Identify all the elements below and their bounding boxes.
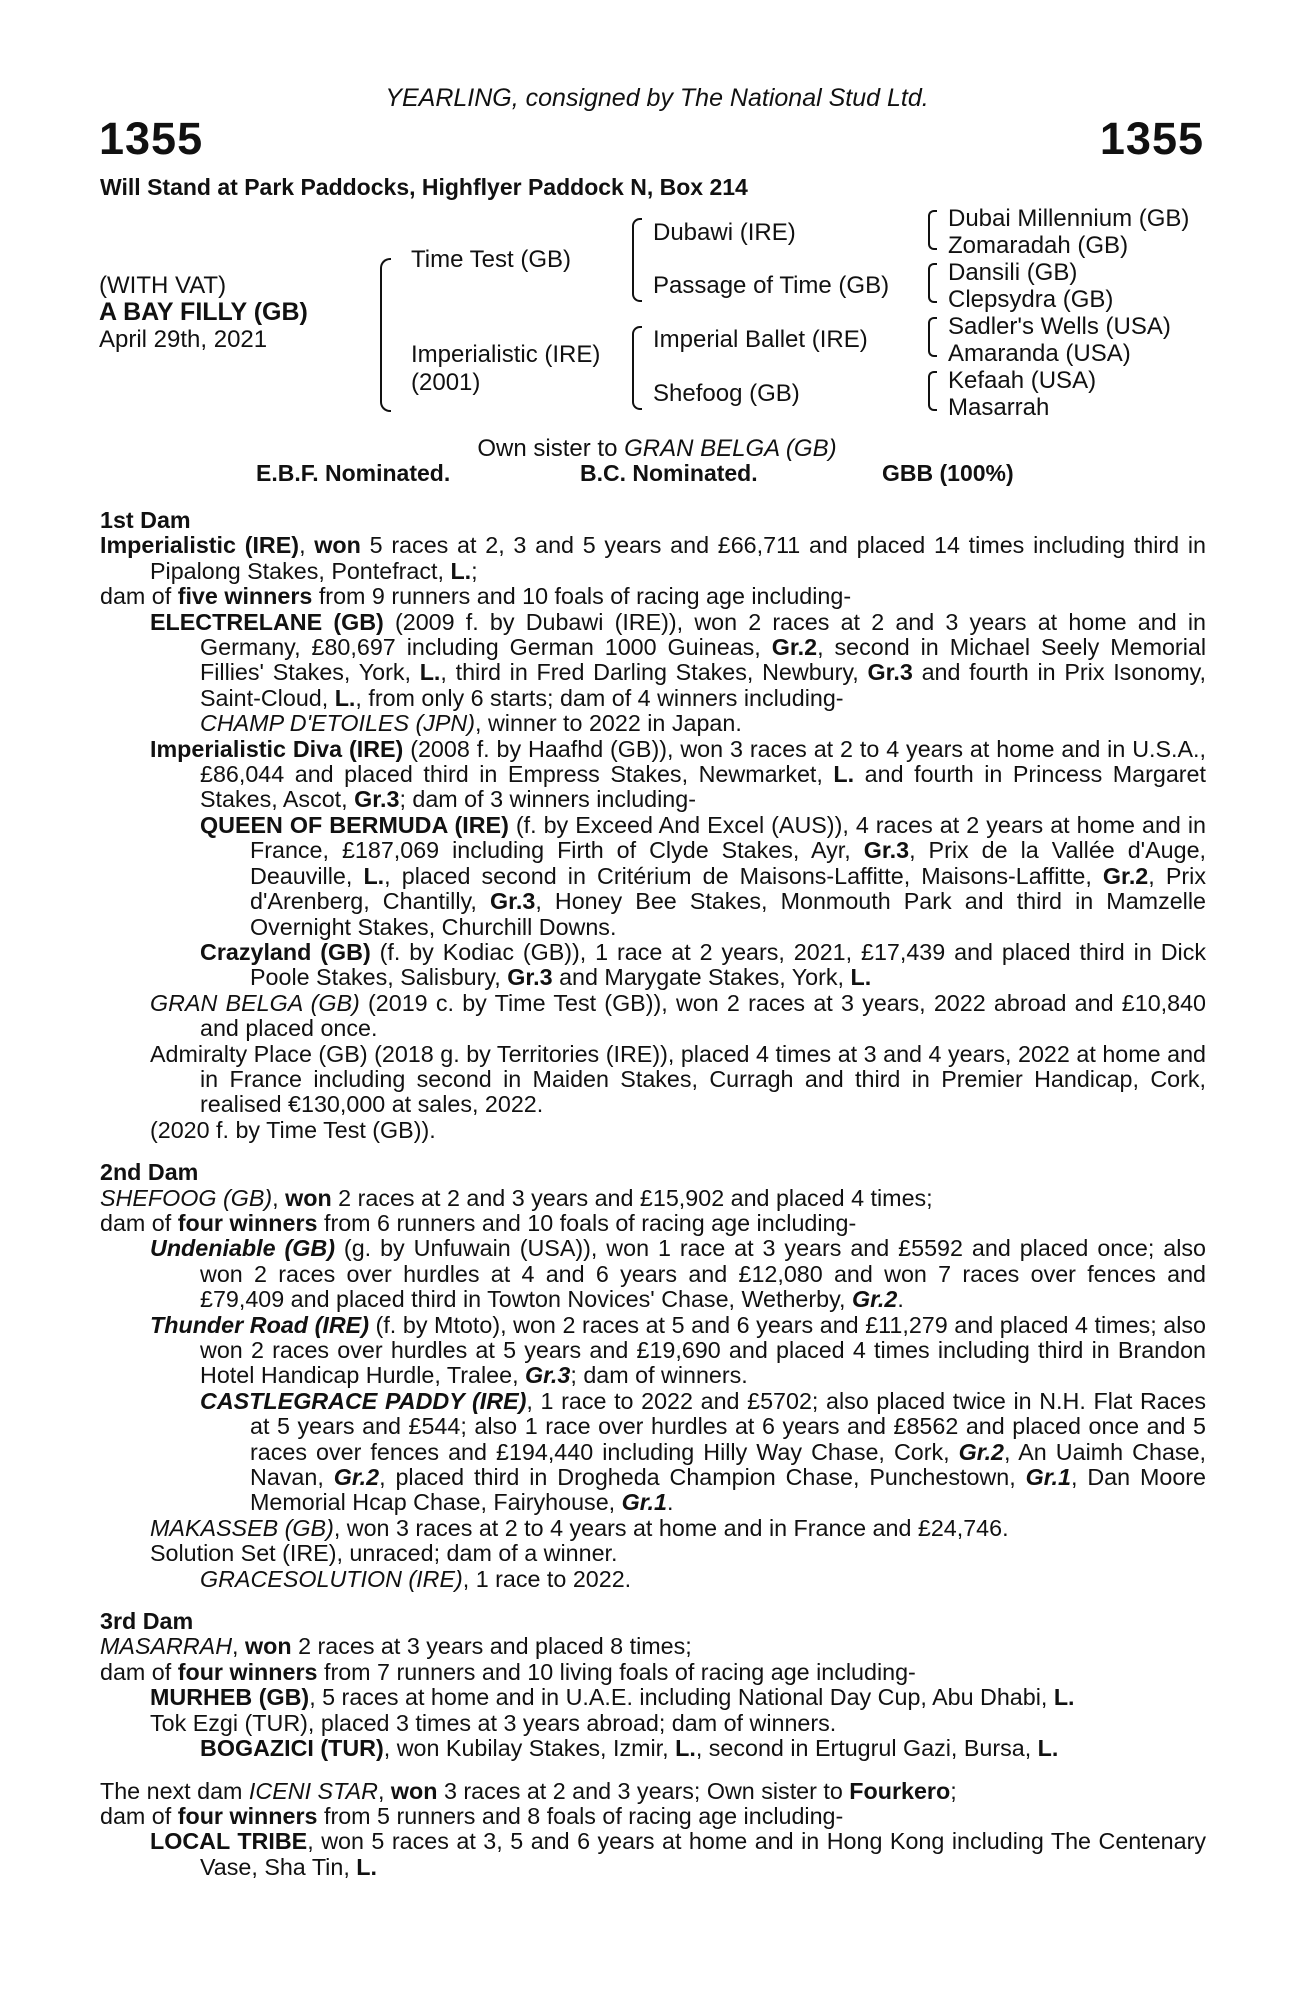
text-run: MURHEB (GB)	[150, 1684, 310, 1711]
text-run: , Dan Moore Memorial Hcap Chase, Fairyhouse,	[250, 1464, 1206, 1516]
pedigree-paragraph	[100, 737, 1206, 813]
pedigree-g5: Sadler's Wells (USA)	[948, 313, 1171, 340]
horse-dob: April 29th, 2021	[99, 326, 268, 353]
text-run: five winners	[177, 583, 313, 610]
text-run: Gr.2	[958, 1438, 1005, 1465]
text-run: , 1 race to 2022.	[462, 1565, 632, 1592]
pedigree-paragraph	[100, 1186, 1206, 1211]
text-run: L.	[334, 684, 356, 711]
pedigree-sire: Time Test (GB)	[411, 246, 572, 273]
own-sister-prefix: Own sister to	[477, 435, 625, 462]
text-run: , Prix d'Arenberg, Chantilly,	[250, 862, 1206, 915]
text-run: L.	[363, 862, 385, 889]
pedigree-sire-sire: Dubawi (IRE)	[653, 219, 796, 246]
text-run: dam of	[100, 583, 178, 610]
text-run: won	[285, 1184, 332, 1211]
pedigree-paragraph	[100, 1118, 1206, 1143]
text-run: ; dam of 3 winners including-	[399, 786, 696, 813]
text-run: , 5 races at home and in U.A.E. including National Day Cup, Abu Dhabi,	[309, 1684, 1054, 1711]
text-run: Imperialistic Diva (IRE)	[150, 735, 404, 762]
text-run: CHAMP D'ETOILES (JPN)	[200, 710, 475, 737]
text-run: 1st Dam	[100, 507, 191, 533]
text-run: Imperialistic (IRE)	[100, 532, 300, 559]
pedigree-dam: Imperialistic (IRE)	[411, 341, 601, 368]
text-run: Gr.1	[1025, 1464, 1071, 1491]
text-run: , second in Michael Seely Memorial Fillies' Stakes, York,	[200, 634, 1207, 686]
pedigree-paragraph	[100, 813, 1206, 940]
pedigree-paragraph	[100, 1567, 1206, 1592]
text-run: and fourth in Princess Margaret Stakes, Ascot,	[200, 761, 1206, 813]
text-run: CASTLEGRACE PADDY (IRE)	[200, 1387, 527, 1414]
text-run: MAKASSEB (GB)	[150, 1514, 334, 1541]
text-run: , An Uaimh Chase, Navan,	[250, 1438, 1206, 1491]
pedigree-dam-dam: Shefoog (GB)	[653, 380, 800, 407]
text-run: SHEFOOG (GB)	[100, 1184, 273, 1211]
text-run: from 7 runners and 10 living foals of racing age including-	[317, 1658, 916, 1685]
text-run: Gr.3	[525, 1362, 571, 1389]
text-run: from 9 runners and 10 foals of racing age including-	[312, 583, 852, 610]
text-run: dam of	[100, 1209, 178, 1236]
pedigree-paragraph	[100, 1634, 1206, 1659]
gbb-rating: GBB (100%)	[882, 460, 1014, 486]
pedigree-g4: Clepsydra (GB)	[948, 286, 1114, 313]
pedigree-paragraph	[100, 711, 1206, 736]
text-run: L.	[1037, 1735, 1059, 1762]
text-run: (2008 f. by Haafhd (GB)), won 3 races at 2 to 4 years at home and in U.S.A., £86,044 and placed third in Empress Stakes, Newmarket,	[200, 735, 1206, 788]
text-run: Solution Set (IRE), unraced; dam of a winner.	[150, 1540, 618, 1567]
text-run: won	[314, 532, 361, 559]
text-run: BOGAZICI (TUR)	[200, 1735, 384, 1762]
pedigree-paragraph	[100, 1236, 1206, 1312]
text-run: (2019 c. by Time Test (GB)), won 2 races at 3 years, 2022 abroad and £10,840 and placed once.	[200, 989, 1206, 1042]
text-run: (2009 f. by Dubawi (IRE)), won 2 races at 2 and 3 years at home and in Germany, £80,697 including German 1000 Guineas,	[200, 608, 1206, 661]
text-run: Tok Ezgi (TUR), placed 3 times at 3 years abroad; dam of winners.	[150, 1709, 837, 1736]
text-run: Crazyland (GB)	[200, 938, 371, 965]
text-run: Admiralty Place (GB) (2018 g. by Territories (IRE)), placed 4 times at 3 and 4 years, 2022 at home and in France including second in Maiden Stakes, Curragh and third in Premier Handicap, Cork, realised €130,000 at sales, 2022.	[150, 1040, 1206, 1118]
pedigree-paragraph	[100, 610, 1206, 712]
pedigree-g3: Dansili (GB)	[948, 259, 1078, 286]
text-run: (2020 f. by Time Test (GB)).	[150, 1116, 436, 1143]
text-run: Fourkero	[849, 1777, 951, 1804]
text-run: 2 races at 2 and 3 years and £15,902 and placed 4 times;	[331, 1184, 933, 1211]
text-run: (f. by Mtoto), won 2 races at 5 and 6 years and £11,279 and placed 4 times; also won 2 races over hurdles at 5 years and £19,690 and placed 4 times including third in Brandon Hotel Handicap Hurdle, Tralee,	[200, 1311, 1207, 1389]
text-run: ,	[377, 1777, 391, 1804]
pedigree-paragraph	[100, 1779, 1206, 1804]
vat-note: (WITH VAT)	[99, 272, 227, 299]
pedigree-paragraph	[100, 1660, 1206, 1685]
pedigree-g1: Dubai Millennium (GB)	[948, 205, 1190, 232]
text-run: dam of	[100, 1658, 178, 1685]
text-run: , third in Fred Darling Stakes, Newbury,	[440, 659, 868, 686]
text-run: four winners	[177, 1658, 318, 1685]
text-run: Gr.2	[851, 1286, 898, 1313]
horse-name: A BAY FILLY (GB)	[99, 298, 308, 326]
text-run: L.	[450, 557, 472, 584]
text-run: Gr.1	[621, 1489, 667, 1516]
text-run: Gr.3	[863, 837, 910, 864]
pedigree-paragraph	[100, 1711, 1206, 1736]
pedigree-g8: Masarrah	[948, 394, 1050, 421]
text-run: L.	[356, 1853, 377, 1880]
own-sister-note	[0, 435, 1314, 463]
pedigree-paragraph	[100, 1211, 1206, 1236]
text-run: (f. by Kodiac (GB)), 1 race at 2 years, 2021, £17,439 and placed third in Dick Poole Stakes, Salisbury,	[250, 938, 1206, 991]
text-run: 2nd Dam	[100, 1159, 199, 1186]
text-run: and Marygate Stakes, York,	[552, 964, 851, 991]
pedigree-paragraph	[100, 1389, 1206, 1516]
text-run: 5 races at 2, 3 and 5 years and £66,711 and placed 14 times including third in Pipalong Stakes, Pontefract,	[150, 532, 1206, 584]
text-run: 3rd Dam	[100, 1608, 194, 1635]
text-run: and fourth in Prix Isonomy, Saint-Cloud,	[200, 659, 1206, 711]
text-run: ; dam of winners.	[570, 1362, 748, 1389]
text-run: , won 3 races at 2 to 4 years at home and in France and £24,746.	[333, 1514, 1009, 1541]
pedigree-paragraph	[100, 1313, 1206, 1389]
text-run: , winner to 2022 in Japan.	[475, 710, 742, 737]
pedigree-g6: Amaranda (USA)	[948, 340, 1131, 367]
text-run: L.	[675, 1735, 696, 1762]
pedigree-paragraph	[100, 1804, 1206, 1829]
text-run: , Honey Bee Stakes, Monmouth Park and third in Mamzelle Overnight Stakes, Churchill Downs.	[250, 888, 1206, 940]
text-run: Gr.2	[1102, 862, 1149, 889]
text-run: , won 5 races at 3, 5 and 6 years at home and in Hong Kong including The Centenary Vase, Sha Tin,	[200, 1828, 1206, 1880]
text-run: ICENI STAR	[248, 1777, 378, 1804]
pedigree-g7: Kefaah (USA)	[948, 367, 1097, 394]
pedigree-paragraph	[100, 584, 1206, 609]
text-run: Gr.3	[507, 964, 553, 991]
pedigree-sire-dam: Passage of Time (GB)	[653, 272, 890, 299]
section-heading	[100, 508, 1206, 533]
text-run: 3 races at 2 and 3 years; Own sister to	[437, 1777, 850, 1804]
text-run: .	[666, 1489, 674, 1516]
text-run: , Prix de la Vallée d'Auge, Deauville,	[250, 837, 1207, 889]
ebf-nomination: E.B.F. Nominated.	[256, 460, 451, 486]
text-run: L.	[833, 761, 855, 788]
text-run: ;	[471, 557, 478, 584]
text-run: The next dam	[100, 1777, 249, 1804]
text-run: Undeniable (GB)	[150, 1235, 335, 1262]
text-run: GRAN BELGA (GB)	[150, 989, 360, 1016]
text-run: , 1 race to 2022 and £5702; also placed twice in N.H. Flat Races at 5 years and £544; also 1 race over hurdles at 6 years and £8562 and placed once and 5 races over fences and £194,440 including Hilly Way Chase, Cork,	[250, 1387, 1206, 1465]
pedigree-g2: Zomaradah (GB)	[948, 232, 1129, 259]
text-run: four winners	[177, 1209, 318, 1236]
text-run: LOCAL TRIBE	[150, 1828, 308, 1855]
text-run: , placed third in Drogheda Champion Chase, Punchestown,	[379, 1464, 1026, 1491]
text-run: (f. by Exceed And Excel (AUS)), 4 races at 2 years at home and in France, £187,069 including Firth of Clyde Stakes, Ayr,	[250, 811, 1207, 864]
pedigree-paragraph	[100, 1516, 1206, 1541]
pedigree-paragraph	[100, 1541, 1206, 1566]
pedigree-paragraph	[100, 1829, 1206, 1880]
text-run: .	[897, 1286, 904, 1313]
text-run: L.	[1053, 1684, 1075, 1711]
text-run: Gr.3	[489, 888, 536, 915]
text-run: QUEEN OF BERMUDA (IRE)	[200, 811, 509, 838]
text-run: from 6 runners and 10 foals of racing age including-	[317, 1209, 857, 1236]
pedigree-paragraph	[100, 533, 1206, 584]
lot-number-right: 1355	[1099, 113, 1204, 164]
stand-location: Will Stand at Park Paddocks, Highflyer Paddock N, Box 214	[100, 174, 748, 200]
text-run: 2 races at 3 years and placed 8 times;	[291, 1633, 692, 1660]
text-run: , from only 6 starts; dam of 4 winners including-	[355, 684, 844, 711]
text-run: Gr.3	[354, 786, 400, 813]
lot-number-left: 1355	[99, 113, 204, 164]
text-run: (g. by Unfuwain (USA)), won 1 race at 3 years and £5592 and placed once; also won 2 races over hurdles at 4 and 6 years and £12,080 and won 7 races over fences and £79,409 and placed third in Towton Novices' Chase, Wetherby,	[200, 1235, 1206, 1313]
section-heading	[100, 1160, 1206, 1185]
catalogue-body	[100, 508, 1206, 1880]
text-run: L.	[850, 964, 872, 991]
pedigree-dam-sire: Imperial Ballet (IRE)	[653, 326, 868, 353]
section-heading	[100, 1609, 1206, 1634]
text-run: ,	[232, 1633, 245, 1660]
text-run: from 5 runners and 8 foals of racing age including-	[317, 1802, 844, 1829]
text-run: GRACESOLUTION (IRE)	[200, 1565, 463, 1592]
text-run: won	[245, 1633, 292, 1660]
pedigree-paragraph	[100, 940, 1206, 991]
text-run: MASARRAH	[100, 1633, 233, 1660]
text-run: ,	[272, 1184, 286, 1211]
text-run: , won Kubilay Stakes, Izmir,	[383, 1735, 676, 1762]
text-run: L.	[419, 659, 441, 686]
pedigree-dam-year: (2001)	[411, 369, 481, 396]
text-run: Gr.3	[867, 659, 913, 686]
text-run: ;	[950, 1777, 957, 1804]
text-run: ,	[299, 532, 315, 559]
pedigree-paragraph	[100, 1042, 1206, 1118]
text-run: Thunder Road (IRE)	[150, 1311, 369, 1338]
consignor-line: YEARLING, consigned by The National Stud Ltd.	[385, 84, 929, 112]
section-gap	[100, 1762, 1206, 1779]
text-run: ELECTRELANE (GB)	[150, 608, 384, 635]
text-run: Gr.2	[771, 634, 818, 661]
text-run: dam of	[100, 1802, 178, 1829]
text-run: , placed second in Critérium de Maisons-Laffitte, Maisons-Laffitte,	[384, 862, 1103, 889]
pedigree-paragraph	[100, 991, 1206, 1042]
bc-nomination: B.C. Nominated.	[580, 460, 758, 486]
pedigree-paragraph	[100, 1685, 1206, 1710]
text-run: four winners	[177, 1802, 318, 1829]
pedigree-paragraph	[100, 1736, 1206, 1761]
own-sister-name: GRAN BELGA (GB)	[624, 435, 837, 462]
text-run: won	[390, 1777, 438, 1804]
text-run: , second in Ertugrul Gazi, Bursa,	[695, 1735, 1038, 1762]
text-run: Gr.2	[333, 1464, 380, 1491]
